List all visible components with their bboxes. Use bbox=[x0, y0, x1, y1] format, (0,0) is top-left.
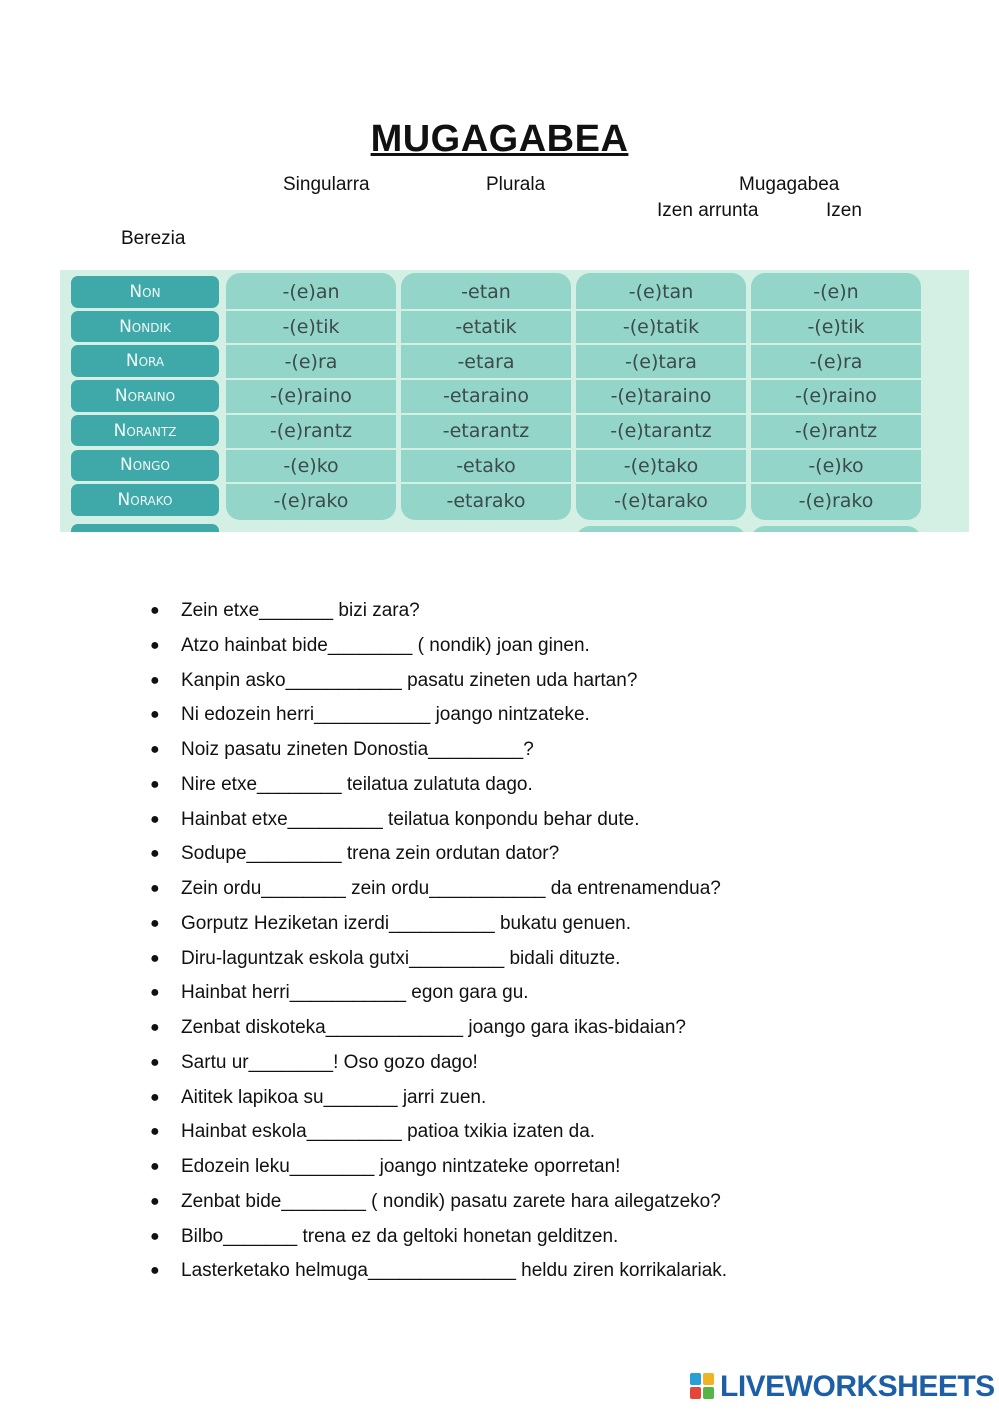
case-label: Non bbox=[71, 276, 219, 308]
suffix-cell-sing: -(e)ra bbox=[284, 350, 338, 373]
column-bg-cutoff bbox=[576, 526, 746, 532]
suffix-cell-plur: -etako bbox=[456, 454, 516, 477]
suffix-cell-muga: -(e)taraino bbox=[610, 385, 712, 408]
suffix-cell-berezia: -(e)ko bbox=[808, 454, 864, 477]
exercise-item bbox=[150, 1015, 950, 1050]
exercise-text: Kanpin asko___________ pasatu zineten uda hartan? bbox=[181, 669, 638, 691]
exercise-text: Sodupe_________ trena zein ordutan dator? bbox=[181, 843, 560, 865]
suffix-cell-plur: -etarantz bbox=[442, 420, 530, 443]
exercise-item bbox=[150, 668, 950, 703]
suffix-table bbox=[60, 270, 969, 532]
exercise-item bbox=[150, 1119, 950, 1154]
bullet-icon: ● bbox=[150, 671, 160, 689]
header-izen-arrunta: Izen arrunta bbox=[657, 200, 759, 221]
suffix-cell-muga: -(e)tatik bbox=[622, 316, 700, 339]
suffix-cell-berezia: -(e)tik bbox=[807, 316, 865, 339]
row-divider bbox=[226, 448, 921, 450]
exercise-text: Edozein leku________ joango nintzateke oporretan! bbox=[181, 1156, 621, 1177]
bullet-icon: ● bbox=[150, 1227, 160, 1245]
exercise-item bbox=[150, 1224, 950, 1259]
suffix-cell-sing: -(e)an bbox=[282, 281, 340, 304]
suffix-cell-muga: -(e)tarako bbox=[614, 489, 708, 512]
suffix-cell-sing: -(e)raino bbox=[270, 385, 352, 408]
exercise-text: Sartu ur________! Oso gozo dago! bbox=[181, 1051, 478, 1073]
exercise-item bbox=[150, 702, 950, 737]
row-divider bbox=[226, 309, 921, 311]
exercise-item bbox=[150, 946, 950, 981]
suffix-cell-berezia: -(e)rantz bbox=[794, 420, 878, 443]
suffix-cell-sing: -(e)tik bbox=[282, 316, 340, 339]
bullet-icon: ● bbox=[150, 949, 160, 967]
exercise-text: Zenbat diskoteka_____________ joango gara ikas-bidaian? bbox=[181, 1017, 686, 1038]
exercise-item bbox=[150, 737, 950, 772]
suffix-cell-muga: -(e)tan bbox=[628, 281, 694, 304]
exercise-text: Zein etxe_______ bizi zara? bbox=[181, 600, 420, 621]
case-label: Noraino bbox=[71, 380, 219, 412]
case-label: Nondik bbox=[71, 311, 219, 343]
exercise-text: Atzo hainbat bide________ ( nondik) joan ginen. bbox=[181, 634, 590, 656]
bullet-icon: ● bbox=[150, 810, 160, 828]
suffix-cell-berezia: -(e)raino bbox=[795, 385, 877, 408]
suffix-cell-sing: -(e)rako bbox=[273, 489, 349, 512]
exercise-item bbox=[150, 772, 950, 807]
exercise-item bbox=[150, 841, 950, 876]
suffix-cell-sing: -(e)ko bbox=[283, 454, 339, 477]
bullet-icon: ● bbox=[150, 602, 160, 619]
exercise-text: Diru-laguntzak eskola gutxi_________ bidali dituzte. bbox=[181, 947, 621, 969]
header-mugagabea: Mugagabea bbox=[739, 174, 840, 195]
suffix-cell-muga: -(e)tarantz bbox=[610, 420, 712, 443]
exercise-text: Aititek lapikoa su_______ jarri zuen. bbox=[181, 1086, 487, 1108]
bullet-icon: ● bbox=[150, 1053, 160, 1071]
page-title: MUGAGABEA bbox=[370, 118, 629, 160]
suffix-cell-plur: -etan bbox=[461, 281, 511, 304]
suffix-cell-plur: -etara bbox=[457, 350, 515, 373]
bullet-icon: ● bbox=[150, 1262, 160, 1280]
bullet-icon: ● bbox=[150, 1123, 160, 1141]
exercise-text: Zenbat bide________ ( nondik) pasatu zarete hara ailegatzeko? bbox=[181, 1190, 721, 1212]
exercise-text: Bilbo_______ trena ez da geltoki honetan gelditzen. bbox=[181, 1225, 619, 1247]
header-singularra: Singularra bbox=[283, 174, 370, 195]
bullet-icon: ● bbox=[150, 1019, 160, 1036]
row-divider bbox=[226, 378, 921, 380]
exercise-item bbox=[150, 980, 950, 1015]
suffix-cell-sing: -(e)rantz bbox=[269, 420, 353, 443]
exercise-item bbox=[150, 1154, 950, 1189]
bullet-icon: ● bbox=[150, 1192, 160, 1210]
exercise-item bbox=[150, 911, 950, 946]
bullet-icon: ● bbox=[150, 1158, 160, 1175]
exercise-text: Gorputz Heziketan izerdi__________ bukatu genuen. bbox=[181, 912, 631, 934]
exercise-item bbox=[150, 633, 950, 668]
bullet-icon: ● bbox=[150, 914, 160, 932]
exercise-text: Zein ordu________ zein ordu___________ da entrenamendua? bbox=[181, 878, 721, 899]
bullet-icon: ● bbox=[150, 880, 160, 897]
exercise-item bbox=[150, 807, 950, 842]
logo-mark-icon bbox=[690, 1373, 716, 1401]
case-label: Nongo bbox=[71, 450, 219, 482]
row-divider bbox=[226, 413, 921, 415]
exercise-text: Nire etxe________ teilatua zulatuta dago. bbox=[181, 773, 533, 795]
case-label: Norantz bbox=[71, 415, 219, 447]
bullet-icon: ● bbox=[150, 775, 160, 793]
exercise-text: Hainbat herri___________ egon gara gu. bbox=[181, 982, 529, 1004]
suffix-cell-berezia: -(e)ra bbox=[809, 350, 863, 373]
suffix-cell-berezia: -(e)n bbox=[813, 281, 859, 304]
bullet-icon: ● bbox=[150, 636, 160, 654]
exercise-item bbox=[150, 598, 950, 633]
row-divider bbox=[226, 482, 921, 484]
liveworksheets-logo bbox=[690, 1370, 995, 1404]
exercise-text: Hainbat eskola_________ patioa txikia izaten da. bbox=[181, 1121, 596, 1143]
bullet-icon: ● bbox=[150, 984, 160, 1002]
case-label: Nora bbox=[71, 345, 219, 377]
exercise-text: Ni edozein herri___________ joango nintzateke. bbox=[181, 704, 590, 726]
bullet-icon: ● bbox=[150, 741, 160, 758]
header-izen: Izen bbox=[826, 200, 862, 221]
exercise-item bbox=[150, 876, 950, 911]
header-plurala: Plurala bbox=[486, 174, 546, 195]
logo-text: LIVEWORKSHEETS bbox=[720, 1370, 995, 1403]
bullet-icon: ● bbox=[150, 845, 160, 863]
exercise-item bbox=[150, 1189, 950, 1224]
suffix-cell-plur: -etaraino bbox=[442, 385, 530, 408]
exercise-item bbox=[150, 1085, 950, 1120]
exercise-text: Lasterketako helmuga______________ heldu ziren korrikalariak. bbox=[181, 1260, 728, 1282]
header-berezia: Berezia bbox=[121, 228, 186, 249]
case-label-cutoff bbox=[71, 524, 219, 532]
exercise-item bbox=[150, 1258, 950, 1293]
suffix-cell-plur: -etarako bbox=[446, 489, 526, 512]
bullet-icon: ● bbox=[150, 706, 160, 724]
exercise-list bbox=[150, 598, 950, 1293]
exercise-text: Noiz pasatu zineten Donostia_________? bbox=[181, 739, 534, 760]
suffix-cell-muga: -(e)tara bbox=[625, 350, 697, 373]
suffix-cell-berezia: -(e)rako bbox=[798, 489, 874, 512]
exercise-text: Hainbat etxe_________ teilatua konpondu behar dute. bbox=[181, 808, 640, 830]
bullet-icon: ● bbox=[150, 1088, 160, 1106]
row-divider bbox=[226, 343, 921, 345]
suffix-cell-muga: -(e)tako bbox=[623, 454, 699, 477]
exercise-item bbox=[150, 1050, 950, 1085]
case-label: Norako bbox=[71, 484, 219, 516]
suffix-cell-plur: -etatik bbox=[455, 316, 517, 339]
column-bg-cutoff bbox=[751, 526, 921, 532]
